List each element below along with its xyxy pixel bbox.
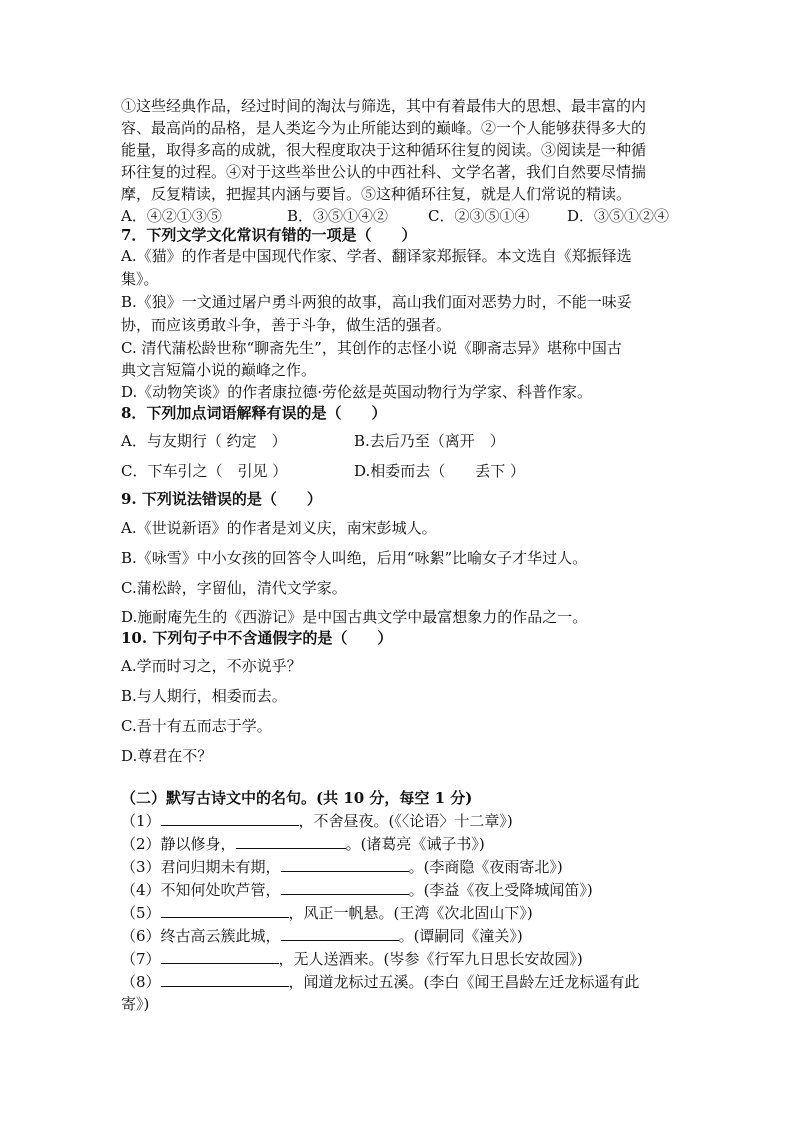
item-after-text: 。(谭嗣同《潼关》) <box>398 927 523 945</box>
passage-option-c: C．②③⑤①④ <box>428 207 530 225</box>
question-7-line: C. 清代蒲松龄世称“聊斋先生”，其创作的志怪小说《聊斋志异》堪称中国古 <box>121 339 622 357</box>
item-before-text: 静以修身， <box>160 835 236 853</box>
question-10-title: 10. 下列句子中不含通假字的是（ ） <box>121 629 393 647</box>
recitation-item <box>121 832 681 855</box>
recitation-item <box>121 809 681 832</box>
passage-option-d: D．③⑤①②④ <box>567 207 670 225</box>
item-number: （4） <box>121 881 161 899</box>
question-8-option-d: D.相委而去（ 丢下 ） <box>354 462 526 480</box>
answer-blank[interactable] <box>281 878 409 895</box>
passage-line: 能量，取得多高的成就，很大程度取决于这种循环往复的阅读。③阅读是一种循 <box>121 141 647 159</box>
answer-blank[interactable] <box>281 924 399 941</box>
answer-blank[interactable] <box>281 855 409 872</box>
passage-line: ①这些经典作品，经过时间的淘汰与筛选，其中有着最伟大的思想、最丰富的内 <box>121 97 647 115</box>
passage-line: 环往复的过程。④对于这些举世公认的中西社科、文学名著，我们自然要尽情揣 <box>121 163 647 181</box>
question-8-option-a: A．与友期行（ 约定 ） <box>121 432 287 450</box>
question-10-line: C.吾十有五而志于学。 <box>121 717 272 735</box>
item-number: （5） <box>121 904 161 922</box>
answer-blank[interactable] <box>161 947 279 964</box>
question-8-option-c: C．下车引之（ 引见 ） <box>121 462 288 480</box>
question-7-line: A.《猫》的作者是中国现代作家、学者、翻译家郑振铎。本文选自《郑振铎选 <box>121 247 632 265</box>
question-7-title: 7．下列文学文化常识有错的一项是（ ） <box>121 226 417 244</box>
passage-option-b: B．③⑤①④② <box>287 207 389 225</box>
answer-blank[interactable] <box>236 832 346 849</box>
answer-blank[interactable] <box>161 970 289 987</box>
question-10-line: B.与人期行，相委而去。 <box>121 687 287 705</box>
question-10-line: D.尊君在不？ <box>121 747 213 765</box>
item-before-text: 君问归期未有期， <box>160 858 281 876</box>
question-7-line: D.《动物笑谈》的作者康拉德·劳伦兹是英国动物行为学家、科普作家。 <box>121 383 593 401</box>
recitation-item-continued <box>121 993 681 1015</box>
question-7-line: 集》。 <box>121 270 159 288</box>
answer-blank[interactable] <box>161 901 289 918</box>
item-number: （7） <box>121 950 161 968</box>
recitation-item <box>121 970 681 993</box>
item-number: （3） <box>121 858 161 876</box>
question-7-line: 协，而应该勇敢斗争，善于斗争，做生活的强者。 <box>121 316 452 334</box>
item-after-text: ，风正一帆悬。(王湾《次北固山下》) <box>288 904 533 922</box>
item-after-text: ，闻道龙标过五溪。(李白《闻王昌龄左迁龙标遥有此 <box>288 973 640 991</box>
question-9-line: A.《世说新语》的作者是刘义庆，南宋彭城人。 <box>121 519 437 537</box>
question-8-title: 8．下列加点词语解释有误的是（ ） <box>121 404 387 422</box>
passage-line: 容、最高尚的品格，是人类迄今为止所能达到的巅峰。②一个人能够获得多大的 <box>121 119 647 137</box>
recitation-item <box>121 901 681 924</box>
recitation-item <box>121 947 681 970</box>
item-after-text: ，不舍昼夜。(《〈论语〉十二章》) <box>298 812 513 830</box>
item-before-text: 不知何处吹芦管， <box>160 881 281 899</box>
item-number: （8） <box>121 973 161 991</box>
item-after-text: ，无人送酒来。(岑参《行军九日思长安故园》) <box>278 950 583 968</box>
question-9-title: 9. 下列说法错误的是（ ） <box>121 490 322 508</box>
recitation-item <box>121 855 681 878</box>
question-9-line: B.《咏雪》中小女孩的回答令人叫绝，后用“咏絮”比喻女子才华过人。 <box>121 549 588 567</box>
recitation-item <box>121 878 681 901</box>
passage-option-a: A．④②①③⑤ <box>121 207 222 225</box>
question-9-line: C.蒲松龄，字留仙，清代文学家。 <box>121 579 347 597</box>
section-2-title: （二）默写古诗文中的名句。(共 10 分，每空 1 分) <box>121 789 473 807</box>
item-after-text: 。(李商隐《夜雨寄北》) <box>408 858 563 876</box>
item-before-text: 终古高云簇此城， <box>160 927 281 945</box>
question-8-option-b: B.去后乃至（离开 ） <box>354 432 505 450</box>
item-number: （1） <box>121 812 161 830</box>
item-number: （6） <box>121 927 161 945</box>
passage-line: 摩，反复精读，把握其内涵与要旨。⑤这种循环往复，就是人们常说的精读。 <box>121 185 632 203</box>
question-10-line: A.学而时习之，不亦说乎？ <box>121 657 302 675</box>
item-after-text: 。(李益《夜上受降城闻笛》) <box>408 881 593 899</box>
question-7-line: B.《狼》一文通过屠户勇斗两狼的故事，高山我们面对恶势力时，不能一味妥 <box>121 293 632 311</box>
item-before-text: 寄》) <box>121 995 150 1013</box>
question-7-line: 典文言短篇小说的巅峰之作。 <box>121 361 317 379</box>
recitation-item <box>121 924 681 947</box>
answer-blank[interactable] <box>161 809 299 826</box>
question-9-line: D.施耐庵先生的《西游记》是中国古典文学中最富想象力的作品之一。 <box>121 608 588 626</box>
item-after-text: 。(诸葛亮《诫子书》) <box>345 835 485 853</box>
item-number: （2） <box>121 835 161 853</box>
